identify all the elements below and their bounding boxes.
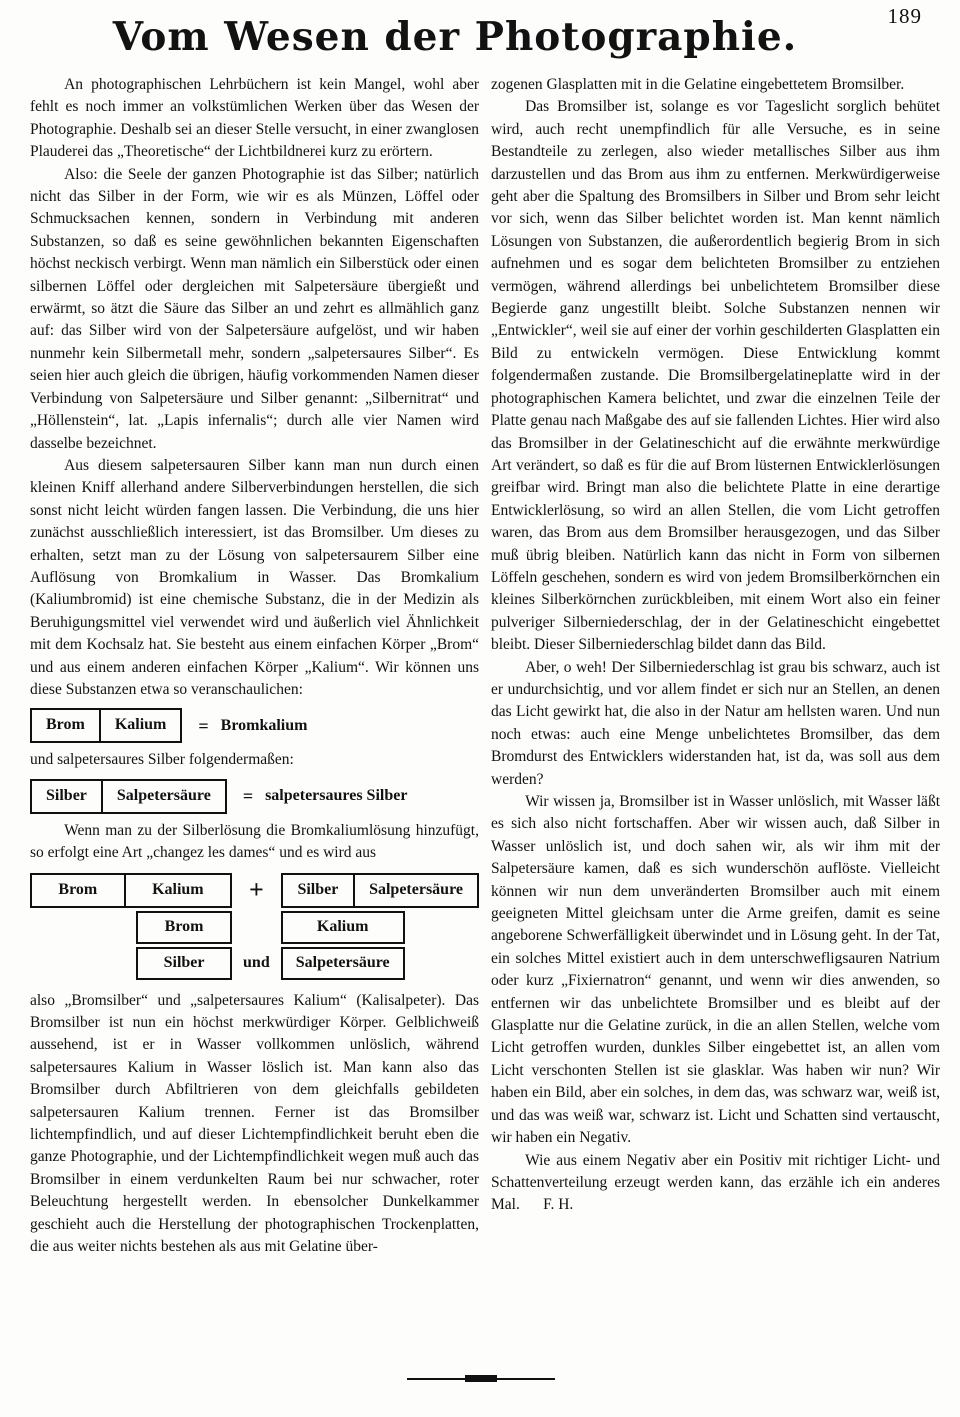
compound-box: Salpetersäure xyxy=(281,947,405,980)
rule-thin-segment xyxy=(497,1378,555,1380)
page-title: Vom Wesen der Photographie. xyxy=(112,14,798,60)
compound-box xyxy=(30,708,182,743)
compound-cell: Brom xyxy=(58,880,98,898)
equals-sign: = xyxy=(242,786,254,807)
compound-cell: Salpetersäure xyxy=(353,875,477,906)
section-end-rule xyxy=(407,1374,555,1383)
closing-text: Wie aus einem Negativ aber ein Positiv mit richtiger Licht- und Schattenverteilung erzeugt werden kann, das erzähle ich ein anderes Mal. xyxy=(491,1151,940,1214)
paragraph: Aber, o weh! Der Silberniederschlag ist grau bis schwarz, auch ist er undurchsichtig, und vor allem findet er sich nur an Stellen, an denen das Licht gewirkt hat, die also in der Natur am hellsten waren. Und nun noch etwas: auch eine Menge unbelichtetes Bromsilber, das dem Bromdurst des Entwicklers widerstanden hat, ist da, was soll aus dem werden? xyxy=(491,658,940,788)
compound-box xyxy=(281,873,479,908)
equation-result: salpetersaures Silber xyxy=(265,787,408,805)
compound-cell: Kalium xyxy=(99,710,181,741)
paragraph: An photographischen Lehrbüchern ist kein Mangel, wohl aber fehlt es noch immer an volkstümlichen Werken über das Wesen der Photographie. Deshalb sei an dieser Stelle versucht, in einer zwanglosen Plauderei das „Theoretische“ der Lichtbildnerei kurz zu erörtern. xyxy=(30,76,479,161)
two-column-layout xyxy=(30,74,940,1374)
equation-result: Bromkalium xyxy=(220,716,308,734)
paragraph: Wenn man zu der Silberlösung die Bromkaliumlösung hinzufügt, so erfolgt eine Art „changez les dames“ und es wird aus xyxy=(30,821,479,862)
paragraph: Wir wissen ja, Bromsilber ist in Wasser unlöslich, mit Wasser läßt es sich also nicht fortschaffen. Aber wir wissen auch, daß Silber in Wasser unlöslich ist, und doch sahen wir, als wir ihm mit der Salpetersäure kamen, daß es sich wunderschön auflöste. Vielleicht können wir nun dem unveränderten Bromsilber auch mit einem geeigneten Mittel gleichsam unter die Arme greifen, damit es seine angeborene Schwerfälligkeit überwindet und in Lösung geht. In der Tat, ein solches Mittel existiert auch in dem unterschwefligsauren Natrium oder kurz „Fixiernatron“ genannt, und wenn wir dies anwenden, so entfernen wir das unbelichtete Bromsilber und es bleibt auf der Glasplatte nur die Gelatine zurück, in die an allen Stellen, welche vom Licht getroffen wurden, dunkles Silber eingebettet ist, an allen vom Licht verschonten Stellen ist sie glasklar. Was haben wir nun? Wir haben ein Bild, aber ein solches, in dem das, was schwarz war, weiß ist, und das was weiß war, schwarz ist. Licht und Schatten sind vertauscht, wir haben ein Negativ. xyxy=(491,793,940,1147)
compound-cell: Salpetersäure xyxy=(101,781,225,812)
compound-cell: Kalium xyxy=(124,875,230,906)
paragraph: Das Bromsilber ist, solange es vor Tageslicht sorglich behütet wird, auch recht unempfindlich für alle Versuche, es in seine Bestandteile zu zerlegen, also wieder metallisches Silber aus ihm darzustellen und das Brom aus ihm zu entfernen. Merkwürdigerweise geht aber die Spaltung des Bromsilbers in Silber und Brom sehr leicht vor sich, wenn das Silber belichtet worden ist. Man kennt nämlich Lösungen von Substanzen, die außerordentlich begierig Brom in sich aufnehmen und es sogar dem belichteten Bromsilber zu entziehen vermögen, während allerdings bei unbelichtetem Bromsilber diese Begierde ganz ungestillt bleibt. Solche Substanzen nennen wir „Entwickler“, weil sie auf einer der vorhin geschilderten Glasplatten ein Bild zu entwickeln vermögen. Diese Entwicklung kommt folgendermaßen zustande. Die Bromsilbergelatineplatte wird in der photographischen Kamera belichtet, und zwar die einzelnen Teile der Platte genau nach Maßgabe des auf sie fallenden Lichtes. Hier wird also das Bromsilber in der Gelatineschicht auf die erwähnte merkwürdige Art verändert, so daß es für die auf Brom lüsternen Entwicklerlösungen greifbar wird. Bringt man also die belichtete Platte in eine derartige Entwicklerlösung, so wird an allen Stellen, die vom Licht getroffen waren, das Brom aus dem Bromsilber herausgezogen, und das Silber muß übrig bleiben. Natürlich kann das nicht in Form von silbernen Löffeln geschehen, sondern es wird von jedem Bromsilberkörnchen ein kleines Silberkörnchen zurückbleiben, mit einem Wort also ein feiner pulveriger Silberniederschlag, der in der Gelatineschicht eingebettet bleibt. Dieser Silberniederschlag bildet dann das Bild. xyxy=(491,98,940,654)
rule-thin-segment xyxy=(407,1378,465,1380)
plus-sign: + xyxy=(248,874,264,904)
page-number: 189 xyxy=(887,4,922,28)
equation-silbernitrat xyxy=(30,779,479,814)
paragraph: und salpetersaures Silber folgendermaßen: xyxy=(30,751,294,769)
und-label: und xyxy=(243,953,270,971)
closing-paragraph xyxy=(491,1150,940,1217)
equation-bromkalium xyxy=(30,708,479,743)
rule-thick-segment xyxy=(465,1375,497,1382)
paragraph: also „Bromsilber“ und „salpetersaures Kalium“ (Kalisalpeter). Das Bromsilber ist nun ein höchst merkwürdiger Körper. Gelblichweiß aussehend, ist er in Wasser vollkommen unlöslich, während salpetersaures Kalium in Wasser löslich ist. Man kann also das Bromsilber durch Abfiltrieren von dem gleichfalls gebildeten salpetersauren Kalium trennen. Ferner ist das Bromsilber lichtempfindlich, und auf dieser Lichtempfindlichkeit beruht eben die ganze Photographie, und der Lichtempfindlichkeit wegen muß auch das Bromsilber in einem verdunkelten Raum bei nur schwacher, roter Beleuchtung hergestellt werden. In ebensolcher Dunkelkammer geschieht auch die Herstellung der photographischen Trockenplatten, die aus weiter nichts bestehen als aus mit Gelatine über- xyxy=(30,991,479,1256)
paragraph: zogenen Glasplatten mit in die Gelatine eingebettetem Bromsilber. xyxy=(491,76,905,93)
compound-box xyxy=(30,873,232,908)
compound-box: Kalium xyxy=(281,911,405,944)
author-initials: F. H. xyxy=(543,1196,574,1214)
diagram-right-group xyxy=(281,873,479,980)
diagram-operators xyxy=(232,873,281,974)
compound-cell: Brom xyxy=(46,716,85,734)
right-column xyxy=(491,74,940,1374)
compound-box: Silber xyxy=(136,947,232,980)
left-column xyxy=(30,74,479,1374)
equals-sign: = xyxy=(198,715,209,736)
compound-box: Brom xyxy=(136,911,232,944)
paragraph: Aus diesem salpetersauren Silber kann man nun durch einen kleinen Kniff allerhand andere Silberverbindungen herstellen, die sich sonst nicht leicht würden fangen lassen. Die Verbindung, die uns hier zunächst ausschließlich interessiert, ist das Bromsilber. Um dieses zu erhalten, setzt man zu der Lösung von salpetersaurem Silber eine Auflösung von Bromkalium in Wasser. Das Bromkalium (Kaliumbromid) ist eine chemische Substanz, die in der Medizin als Beruhigungsmittel viel verwendet wird und äußerlich viel Ähnlichkeit mit dem Kochsalz hat. Sie besteht aus einem einfachen Körper „Brom“ und aus einem anderen einfachen Körper „Kalium“. Wir können uns diese Substanzen etwa so veranschaulichen: xyxy=(30,456,479,698)
paragraph: Also: die Seele der ganzen Photographie ist das Silber; natürlich nicht das Silber in der Form, wie wir es als Münzen, Löffel oder Schmucksachen kennen, sondern in Verbindung mit anderen Substanzen, so daß es seine gewöhnlichen bekannten Eigenschaften höchst neckisch verbirgt. Wenn man nämlich ein Silberstück oder einen silbernen Löffel oder dergleichen mit Salpetersäure übergießt und erwärmt, so ätzt die Säure das Silber an und zehrt es allmählich ganz auf: das Silber wird von der Salpetersäure aufgelöst, und wir haben nunmehr kein Silbermetall mehr, sondern „salpetersaures Silber“. Es seien hier auch gleich die übrigen, häufig vorkommenden Namen dieser Verbindung von Salpetersäure und Silber genannt: „Silbernitrat“ und „Höllenstein“, lat. „Lapis infernalis“; durch alle vier Namen wird dasselbe bezeichnet. xyxy=(30,165,479,452)
diagram-left-group xyxy=(30,873,232,980)
compound-cell: Silber xyxy=(46,786,87,804)
exchange-diagram xyxy=(30,873,479,980)
compound-cell: Silber xyxy=(297,880,339,898)
compound-box xyxy=(30,779,227,814)
